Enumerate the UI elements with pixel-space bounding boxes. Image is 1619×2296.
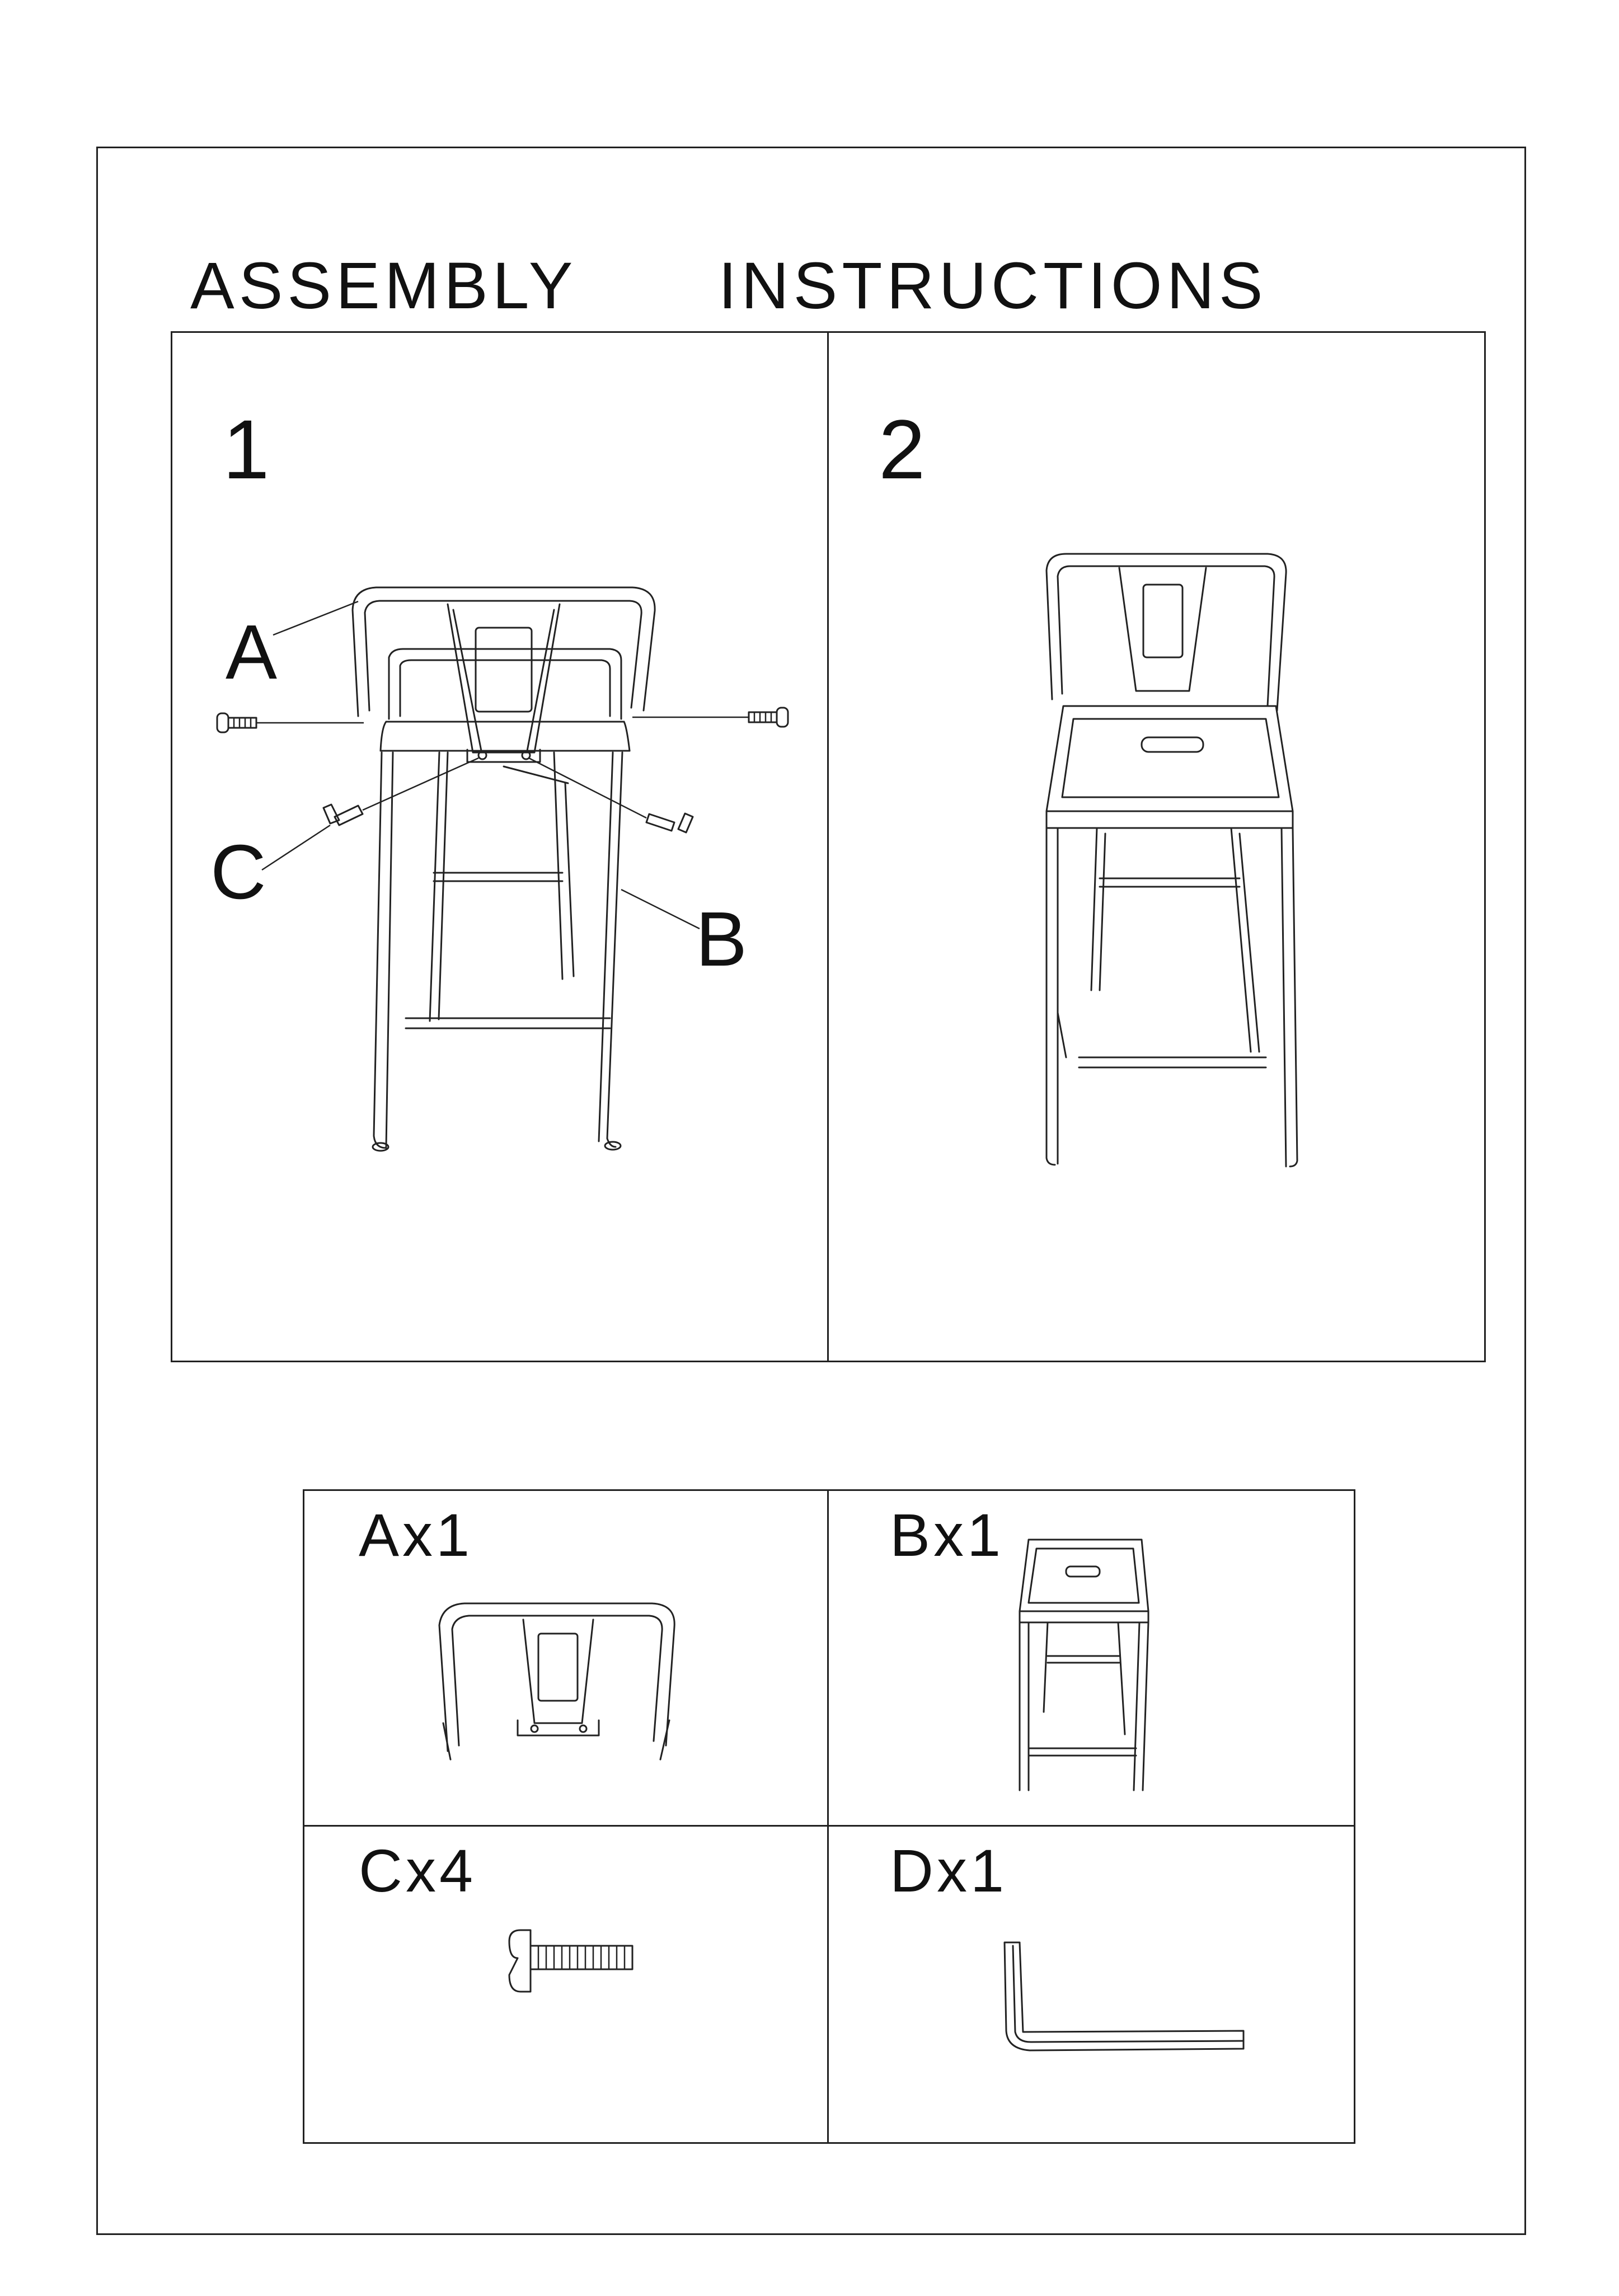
bolt-right-upper	[632, 708, 788, 727]
part-b-label: Bx1	[890, 1501, 1005, 1569]
bolt-left-lower	[323, 758, 478, 825]
part-c-label: Cx4	[359, 1837, 477, 1904]
callout-b: B	[696, 896, 748, 982]
page-title: ASSEMBLY INSTRUCTIONS	[190, 249, 1268, 323]
step-1-number: 1	[223, 402, 270, 496]
parts-horizontal-divider	[303, 1825, 1355, 1827]
bolt-icon	[504, 1925, 638, 1997]
callout-c: C	[210, 829, 266, 915]
step-2-diagram	[828, 537, 1483, 1180]
stool-base-icon	[1007, 1533, 1164, 1807]
stool-part-b	[373, 649, 630, 1151]
bolt-left-upper	[217, 713, 364, 732]
part-a-label: Ax1	[359, 1501, 473, 1569]
step-2-number: 2	[879, 402, 926, 496]
callout-a: A	[226, 609, 278, 695]
part-d-label: Dx1	[890, 1837, 1008, 1904]
allen-key-icon	[996, 1936, 1254, 2059]
backrest-icon	[425, 1594, 705, 1762]
assembled-stool	[1047, 554, 1297, 1166]
parts-vertical-divider	[827, 1489, 829, 2144]
